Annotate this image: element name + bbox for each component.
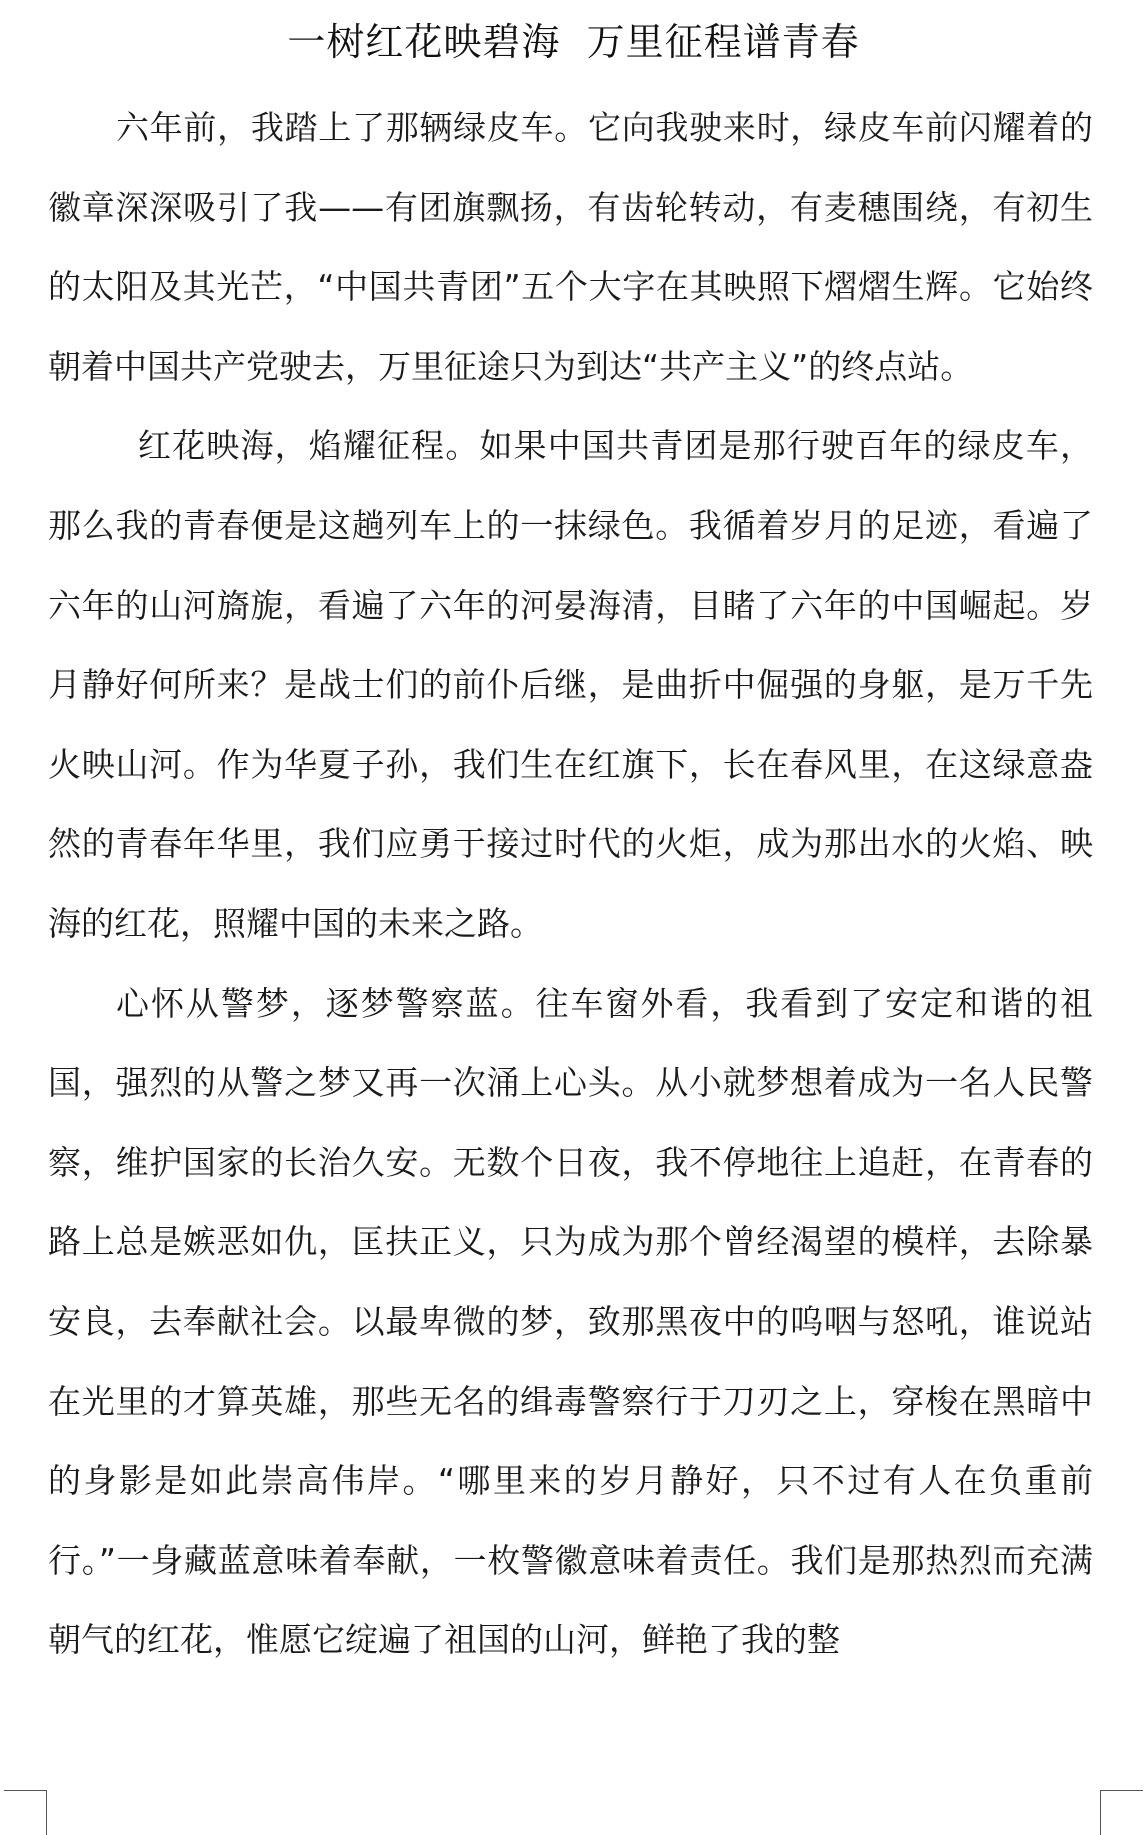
paragraph-1: 六年前，我踏上了那辆绿皮车。它向我驶来时，绿皮车前闪耀着的徽章深深吸引了我——有团旗飘扬，有齿轮转动，有麦穗围绕，有初生的太阳及其光芒，“中国共青团”五个大字在其映照下熠熠生辉。它始终朝着中国共产党驶去，万里征途只为到达“共产主义”的终点站。: [48, 108, 1093, 386]
document-title: 一树红花映碧海 万里征程谱青春: [287, 20, 860, 64]
page-corner-mark-left: [4, 1790, 47, 1835]
paragraph-3: 心怀从警梦，逐梦警察蓝。往车窗外看，我看到了安定和谐的祖国，强烈的从警之梦又再一次涌上心头。从小就梦想着成为一名人民警察，维护国家的长治久安。无数个日夜，我不停地往上追赶，在青春的路上总是嫉恶如仇，匡扶正义，只为成为那个曾经渴望的模样，去除暴安良，去奉献社会。以最卑微的梦，致那黑夜中的呜咽与怒吼，谁说站在光里的才算英雄，那些无名的缉毒警察行于刀刃之上，穿梭在黑暗中的身影是如此崇高伟岸。“哪里来的岁月静好，只不过有人在负重前行。”一身藏蓝意味着奉献，一枚警徽意味着责任。我们是那热烈而充满朝气的红花，惟愿它绽遍了祖国的山河，鲜艳了我的整: [48, 983, 1093, 1660]
page-corner-mark-right: [1100, 1790, 1143, 1835]
paragraph-2: 红花映海，焰耀征程。如果中国共青团是那行驶百年的绿皮车，那么我的青春便是这趟列车上的一抹绿色。我循着岁月的足迹，看遍了六年的山河旖旎，看遍了六年的河晏海清，目睹了六年的中国崛起。岁月静好何所来？是战士们的前仆后继，是曲折中倔强的身躯，是万千先火映山河。作为华夏子孙，我们生在红旗下，长在春风里，在这绿意盎然的青春年华里，我们应勇于接过时代的火炬，成为那出水的火焰、映海的红花，照耀中国的未来之路。: [48, 426, 1093, 943]
document-body: [48, 88, 1093, 1680]
